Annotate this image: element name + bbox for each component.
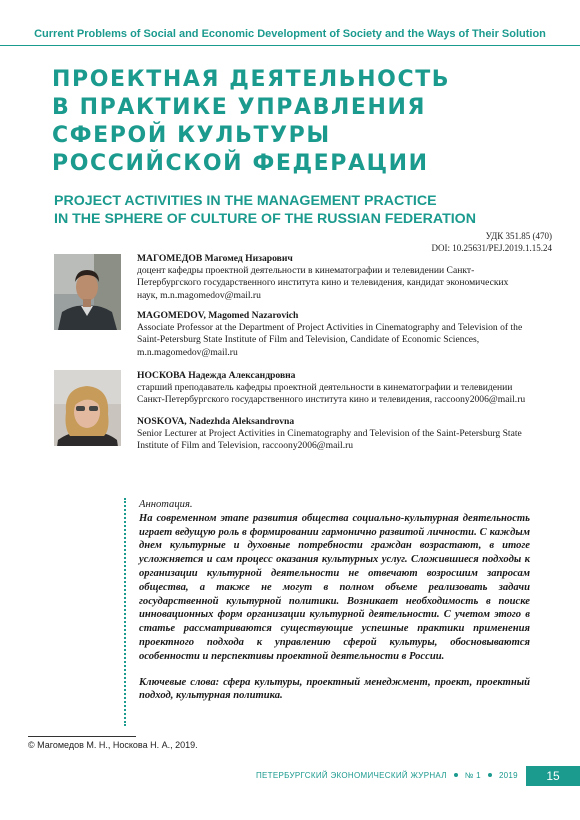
- author-2-ru: [137, 370, 529, 407]
- bullet-icon: [488, 773, 492, 777]
- author-name: МАГОМЕДОВ Магомед Низарович: [137, 253, 293, 264]
- footer-year: 2019: [498, 771, 518, 780]
- author-affiliation: Senior Lecturer at Project Activities in Cinematography and Television of the Saint-Petersburg State Institute of Film and Television, raccoony2006@mail.ru: [137, 428, 522, 452]
- author-affiliation: доцент кафедры проектной деятельности в кинематографии и телевидении Санкт-Петербургского государственного института кино и телевидения, кандидат экономических наук, m.n.magomedov@mail.ru: [137, 265, 509, 301]
- author-affiliation: старший преподаватель кафедры проектной деятельности в кинематографии и телевидении Санкт-Петербургского государственного института кино и телевидения, raccoony2006@mail.ru: [137, 382, 526, 406]
- abstract-label: Аннотация.: [139, 499, 193, 510]
- footnote-divider: [28, 736, 136, 737]
- footer-issue: № 1: [464, 771, 481, 780]
- bullet-icon: [454, 773, 458, 777]
- article-title-en: [54, 192, 554, 228]
- author-photo-noskova: [54, 370, 121, 446]
- author-2-en: [137, 416, 529, 453]
- copyright-note: © Магомедов М. Н., Носкова Н. А., 2019.: [28, 740, 198, 750]
- title-en-line: PROJECT ACTIVITIES IN THE MANAGEMENT PRACTICE: [54, 193, 437, 209]
- author-affiliation: Associate Professor at the Department of Project Activities in Cinematography and Television of the Saint-Petersburg State Institute of Film and Television, Candidate of Economic Sciences, m.n.magomedov@mail.ru: [137, 322, 523, 358]
- header-divider: [0, 45, 580, 46]
- journal-running-title: Current Problems of Social and Economic Development of Society and the Ways of Their Solution: [34, 28, 546, 40]
- author-name: НОСКОВА Надежда Александровна: [137, 370, 296, 381]
- title-ru-line: В ПРАКТИКЕ УПРАВЛЕНИЯ: [52, 95, 427, 120]
- udk-code: УДК 351.85 (470): [485, 231, 552, 241]
- author-1-en: [137, 310, 529, 359]
- author-name: MAGOMEDOV, Magomed Nazarovich: [137, 310, 299, 321]
- article-metadata: [431, 231, 552, 254]
- title-ru-line: СФЕРОЙ КУЛЬТУРЫ: [52, 123, 331, 148]
- author-name: NOSKOVA, Nadezhda Aleksandrovna: [137, 416, 295, 427]
- abstract-block: [124, 498, 530, 726]
- abstract-text: На современном этапе развития общества социально-культурная деятельность играет ведущую роль в формировании гармонично развитой личности. С каждым днем культурные и духовные потребности граждан возрастают, в итоге усложняется и сам процесс оказания культурных услуг. Сложившиеся подходы к организации культурной деятельности не отвечают возросшим запросам общества, а также не могут в полном объеме реализовать задачи государственной культурной политики. Возникает необходимость в поиске инновационных форм организации культурной деятельности. С учетом этого в статье рассматриваются существующие успешные практики применения проектного подхода к управлению сферой культуры, обосновываются особенности и перспективы проектной деятельности в России.: [139, 512, 530, 662]
- footer-journal-name: ПЕТЕРБУРГСКИЙ ЭКОНОМИЧЕСКИЙ ЖУРНАЛ: [256, 771, 447, 780]
- author-1-ru: [137, 253, 529, 302]
- article-title-ru: [52, 66, 552, 178]
- title-ru-line: РОССИЙСКОЙ ФЕДЕРАЦИИ: [52, 151, 429, 176]
- title-ru-line: ПРОЕКТНАЯ ДЕЯТЕЛЬНОСТЬ: [52, 67, 451, 92]
- page-footer: [256, 771, 518, 780]
- keywords: Ключевые слова: сфера культуры, проектный менеджмент, проект, проектный подход, культурная политика.: [139, 676, 530, 702]
- author-photo-magomedov: [54, 254, 121, 330]
- title-en-line: IN THE SPHERE OF CULTURE OF THE RUSSIAN FEDERATION: [54, 211, 476, 227]
- page-number: 15: [526, 766, 580, 786]
- doi-code: DOI: 10.25631/PEJ.2019.1.15.24: [431, 242, 552, 253]
